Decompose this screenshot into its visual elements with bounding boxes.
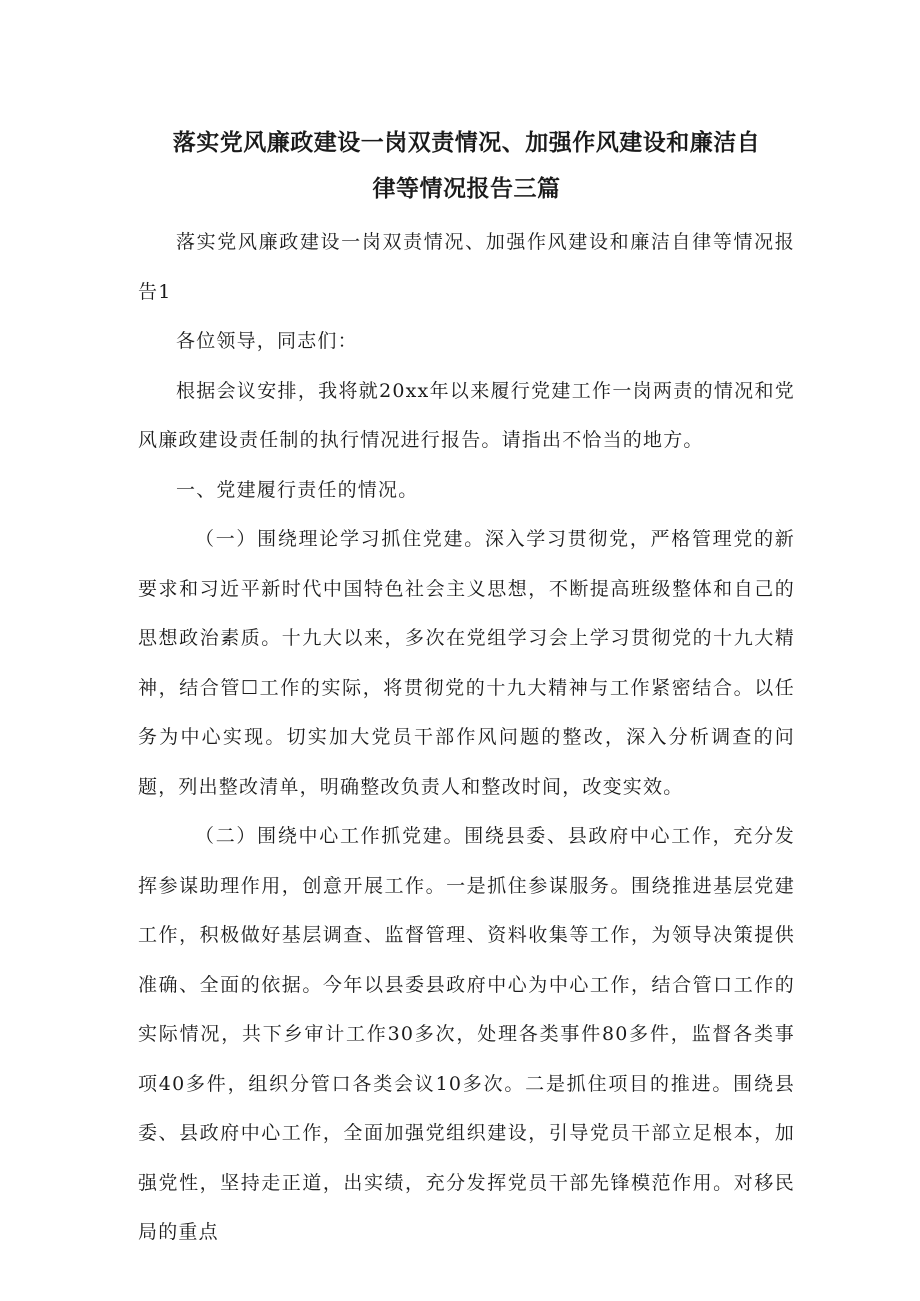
- title-line-2: 律等情况报告三篇: [372, 176, 561, 202]
- section-heading: 一、党建履行责任的情况。: [176, 478, 419, 501]
- document-body: [138, 218, 795, 1258]
- paragraph-central-work: （二）围绕中心工作抓党建。围绕县委、县政府中心工作，充分发挥参谋助理作用，创意开展工作。一是抓住参谋服务。围绕推进基层党建工作，积极做好基层调查、监督管理、资料收集等工作，为领导决策提供准确、全面的依据。今年以县委县政府中心为中心工作，结合管口工作的实际情况，共下乡审计工作30多次，处理各类事件80多件，监督各类事项40多件，组织分管口各类会议10多次。二是抓住项目的推进。围绕县委、县政府中心工作，全面加强党组织建设，引导党员干部立足根本，加强党性，坚持走正道，出实绩，充分发挥党员干部先锋模范作用。对移民局的重点: [138, 825, 795, 1243]
- report-heading: 落实党风廉政建设一岗双责情况、加强作风建设和廉洁自律等情况报告1: [138, 231, 795, 303]
- intro-paragraph: 根据会议安排，我将就20xx年以来履行党建工作一岗两责的情况和党风廉政建设责任制的执行情况进行报告。请指出不恰当的地方。: [138, 379, 795, 451]
- paragraph-theory-study: （一）围绕理论学习抓住党建。深入学习贯彻党，严格管理党的新要求和习近平新时代中国特色社会主义思想，不断提高班级整体和自己的思想政治素质。十九大以来，多次在党组学习会上学习贯彻党的十九大精神，结合管☐工作的实际，将贯彻党的十九大精神与工作紧密结合。以任务为中心实现。切实加大党员干部作风问题的整改，深入分析调查的问题，列出整改清单，明确整改负责人和整改时间，改变实效。: [138, 528, 795, 798]
- document-title: [138, 120, 795, 212]
- salutation: 各位领导，同志们：: [176, 330, 358, 352]
- title-line-1: 落实党风廉政建设一岗双责情况、加强作风建设和廉洁自: [172, 130, 761, 156]
